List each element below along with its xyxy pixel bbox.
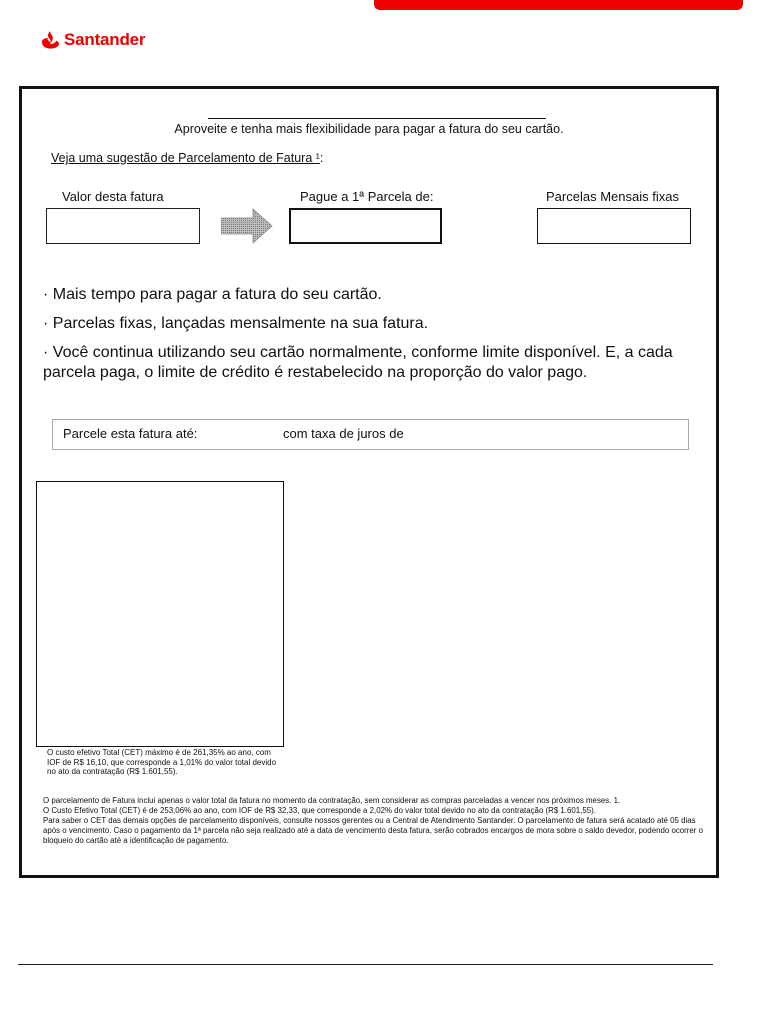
title-rule bbox=[208, 118, 546, 119]
cet-note: O custo efetivo Total (CET) máximo é de 261,35% ao ano, com IOF de R$ 16,10, que corresponde a 1,01% do valor total devido no ato da contratação (R$ 1.601,55). bbox=[47, 748, 277, 776]
santander-flame-icon bbox=[40, 30, 60, 50]
bottom-divider bbox=[18, 964, 713, 965]
legal-footnote bbox=[43, 796, 711, 846]
santander-logo bbox=[40, 29, 145, 51]
benefit-item: · Parcelas fixas, lançadas mensalmente na sua fatura. bbox=[43, 315, 429, 332]
benefits-list bbox=[43, 285, 703, 392]
footnote-line: O Custo Efetivo Total (CET) é de 253,06% ao ano, com IOF de R$ 32,33, que corresponde a 2,02% do valor total devido no ato da contratação (R$ 1.601,55). bbox=[43, 806, 596, 815]
installment-terms-box bbox=[52, 419, 689, 450]
installments-up-to-label: Parcele esta fatura até: bbox=[63, 426, 198, 441]
right-arrow-icon bbox=[221, 208, 273, 244]
suggestion-footnote-mark: ¹ bbox=[315, 151, 320, 165]
monthly-installments-box bbox=[537, 208, 691, 244]
monthly-installments-label: Parcelas Mensais fixas bbox=[546, 189, 679, 204]
invoice-value-label: Valor desta fatura bbox=[62, 189, 164, 204]
suggestion-heading bbox=[51, 151, 323, 165]
cet-info-box bbox=[36, 481, 284, 747]
first-installment-label: Pague a 1ª Parcela de: bbox=[300, 189, 434, 204]
invoice-installment-panel bbox=[19, 86, 719, 878]
first-installment-box bbox=[289, 208, 442, 244]
suggestion-text: Veja uma sugestão de Parcelamento de Fatura bbox=[51, 151, 316, 165]
footnote-line: Para saber o CET das demais opções de parcelamento disponíveis, consulte nossos gerentes ou a Central de Atendimento Santander. O parcelamento de fatura será acatado até 05 dias após o vencimento. Caso o pagamento da 1ª parcela não seja realizado até a data de vencimento desta fatura, serão cobrados encargos de mora sobre o saldo devedor, podendo ocorrer o bloqueio do cartão até a identificação de pagamento. bbox=[43, 816, 704, 845]
invoice-value-box bbox=[46, 208, 200, 244]
benefit-item: · Você continua utilizando seu cartão normalmente, conforme limite disponível. E, a cada parcela paga, o limite de crédito é restabelecido na proporção do valor pago. bbox=[43, 344, 673, 381]
benefit-item: · Mais tempo para pagar a fatura do seu cartão. bbox=[43, 286, 382, 303]
interest-rate-label: com taxa de juros de bbox=[283, 426, 404, 441]
suggestion-colon: : bbox=[319, 151, 324, 165]
intro-text: Aproveite e tenha mais flexibilidade para pagar a fatura do seu cartão. bbox=[174, 122, 564, 136]
brand-name: Santander bbox=[64, 30, 146, 49]
footnote-line: O parcelamento de Fatura inclui apenas o valor total da fatura no momento da contratação, sem considerar as compras parceladas a vencer nos próximos meses. 1. bbox=[43, 796, 621, 805]
top-accent-bar bbox=[374, 0, 743, 10]
